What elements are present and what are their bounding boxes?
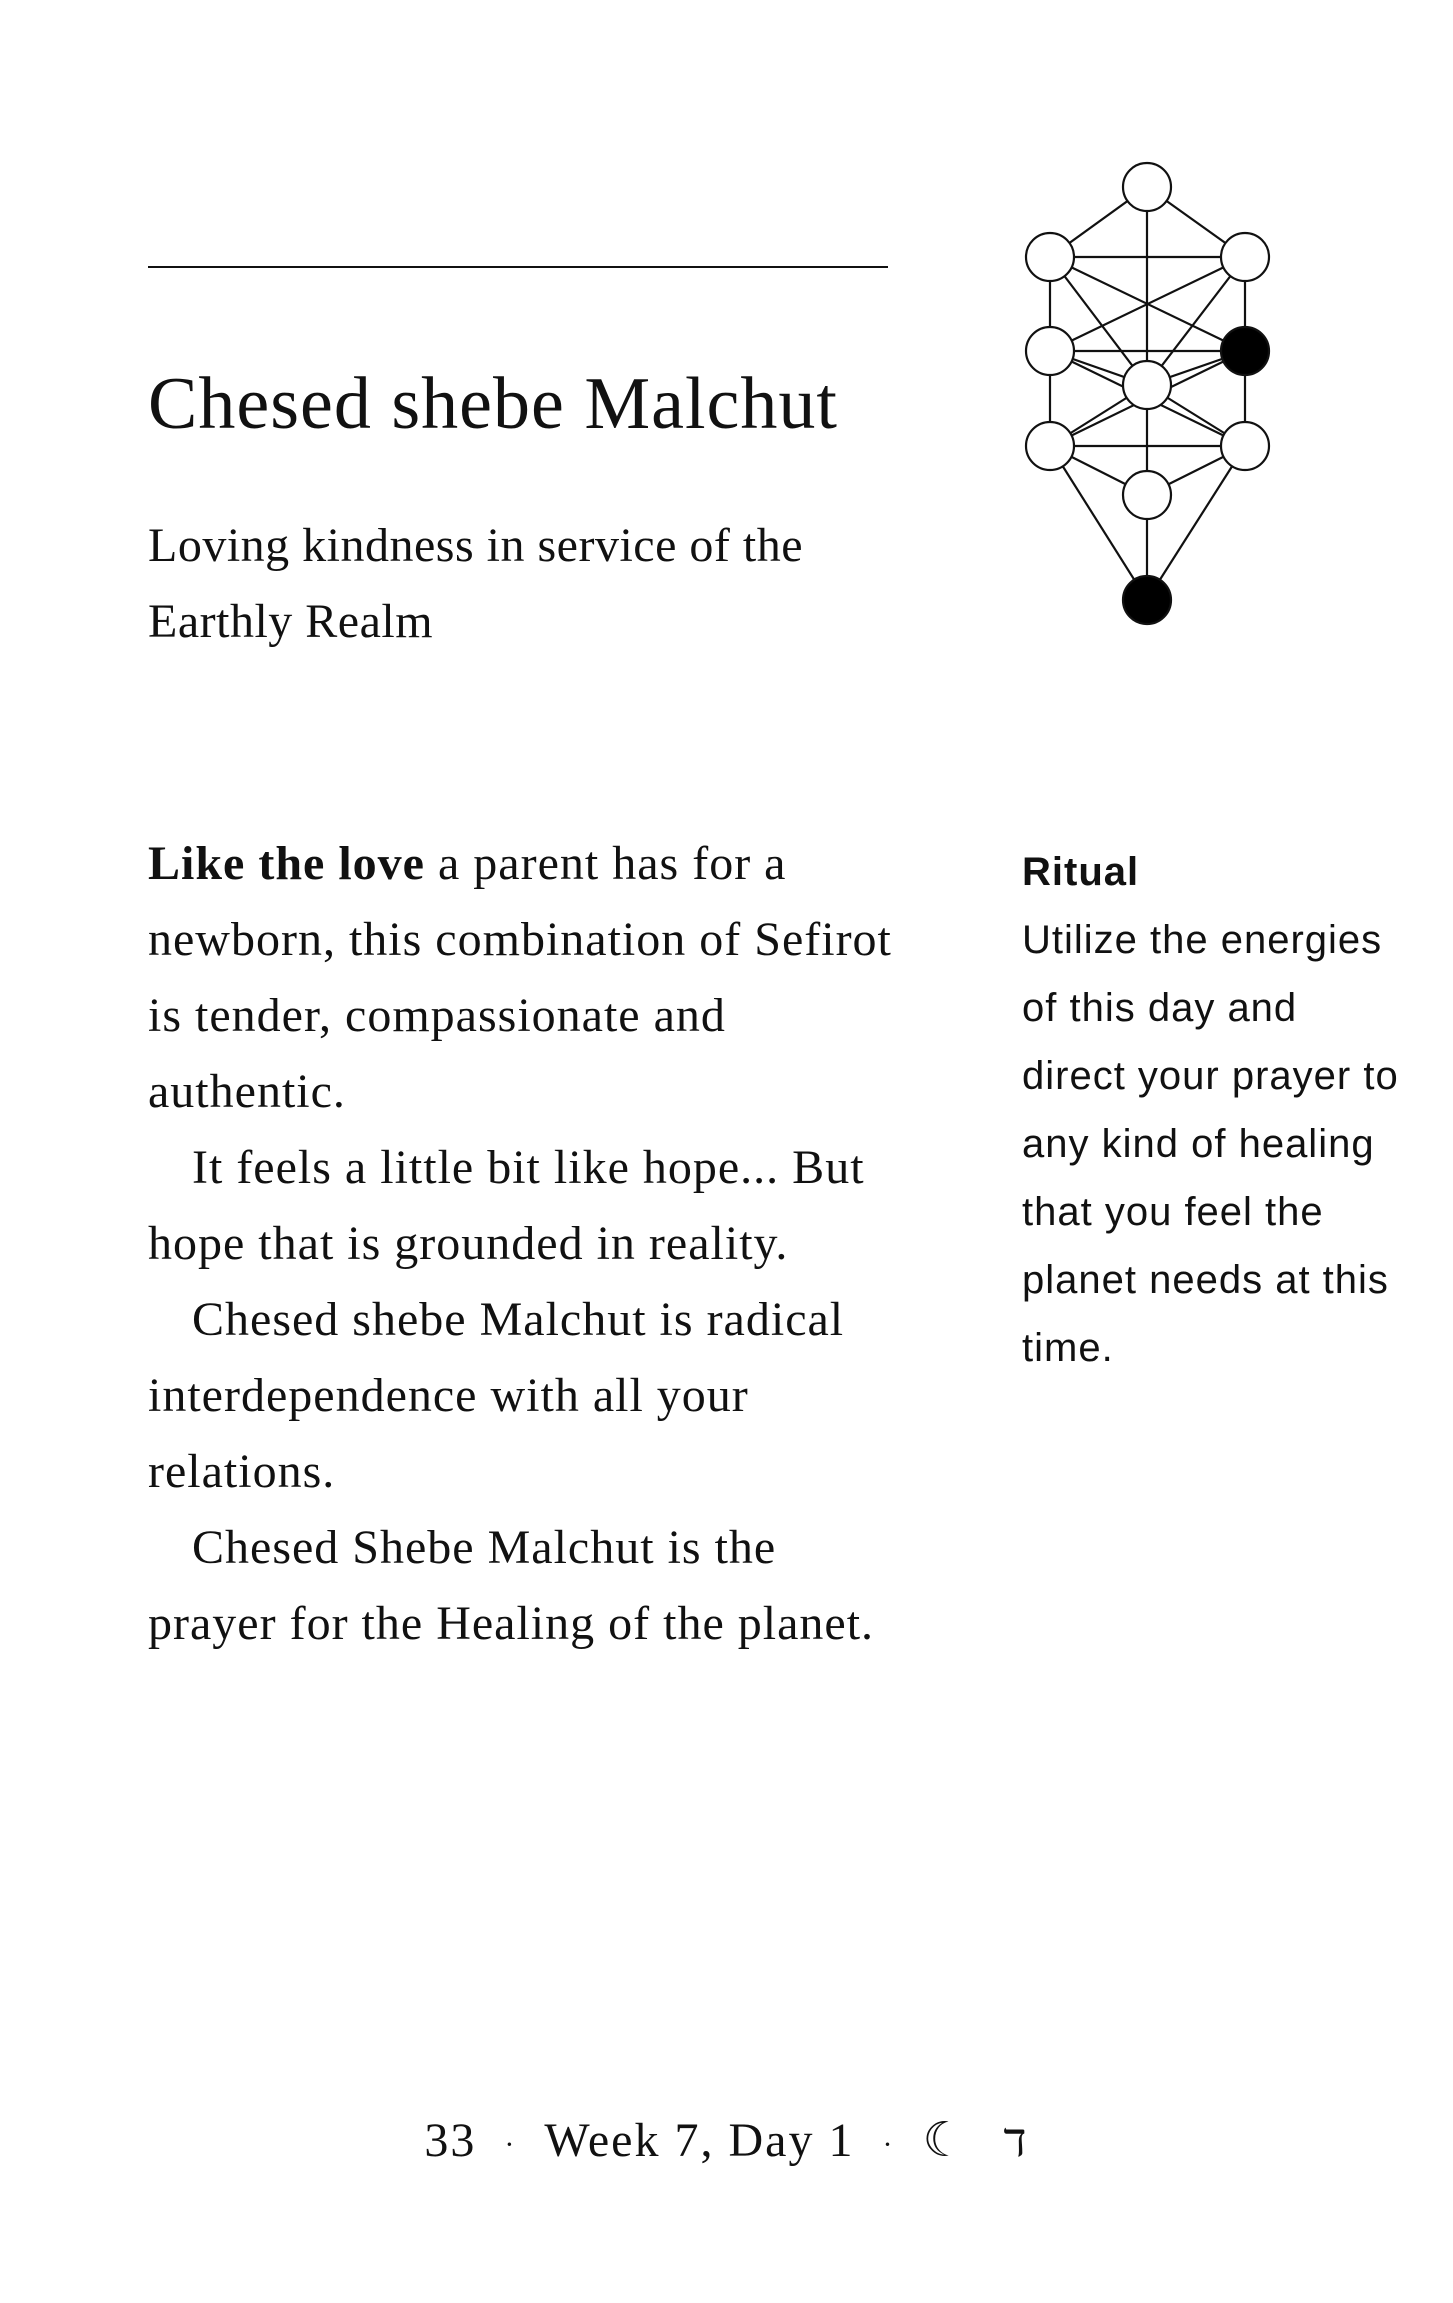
sefira-binah — [1026, 233, 1074, 281]
paragraph-1-text: a parent has for a newborn, this combination of Sefirot is tender, compassionate and authentic. — [148, 837, 892, 1118]
page-footer — [0, 2112, 1453, 2168]
sefira-netzach — [1221, 422, 1269, 470]
footer-separator: · — [882, 2127, 895, 2161]
ritual-sidebar — [1022, 838, 1402, 1382]
paragraph-4: Chesed Shebe Malchut is the prayer for the Healing of the planet. — [148, 1521, 875, 1650]
week-day-label: Week 7, Day 1 — [544, 2114, 855, 2167]
sefira-keter — [1123, 163, 1171, 211]
sefira-hod — [1026, 422, 1074, 470]
moon-icon: ☾ — [922, 2114, 968, 2167]
title-divider — [148, 266, 888, 268]
sefira-gevurah — [1026, 327, 1074, 375]
sefira-malchut — [1123, 576, 1171, 624]
sefira-chochmah — [1221, 233, 1269, 281]
ritual-heading: Ritual — [1022, 850, 1140, 894]
tree-of-life-icon — [1010, 150, 1310, 640]
paragraph-1 — [148, 826, 898, 1130]
hebrew-letter: ד — [1003, 2114, 1029, 2167]
ritual-text: Utilize the energies of this day and direct your prayer to any kind of healing that you feel the planet needs at this time. — [1022, 918, 1399, 1370]
sefira-yesod — [1123, 471, 1171, 519]
sefira-chesed — [1221, 327, 1269, 375]
page-number: 33 — [424, 2114, 477, 2167]
body-text — [148, 826, 898, 1662]
sefira-tiferet — [1123, 361, 1171, 409]
lead-phrase: Like the love — [148, 837, 425, 890]
paragraph-2: It feels a little bit like hope... But hope that is grounded in reality. — [148, 1141, 865, 1270]
footer-separator: · — [504, 2127, 517, 2161]
page-title: Chesed shebe Malchut — [148, 363, 838, 445]
page-subtitle: Loving kindness in service of the Earthly Realm — [148, 519, 804, 648]
paragraph-3: Chesed shebe Malchut is radical interdependence with all your relations. — [148, 1293, 845, 1498]
